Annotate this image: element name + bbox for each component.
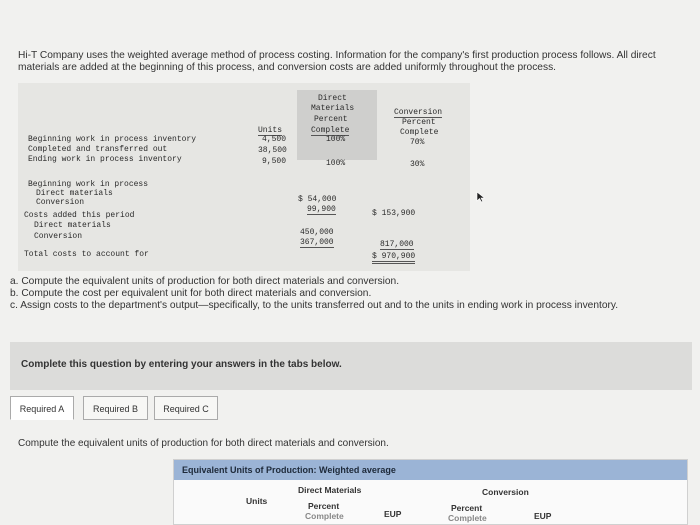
dm-header-line3: Percent — [314, 115, 348, 124]
cost-added-conv-label: Conversion — [34, 232, 83, 241]
cost-added-dm: 450,000 — [300, 228, 334, 237]
eup-dm-header: Direct Materials — [298, 485, 362, 495]
tab-required-a[interactable]: Required A — [10, 396, 74, 420]
eup-conv-complete: Complete — [448, 513, 487, 523]
row-bwip-conv: 70% — [410, 138, 425, 147]
cost-added-total: 817,000 — [380, 240, 414, 249]
cost-bwip-total: $ 153,900 — [372, 209, 416, 218]
cost-added-dm-label: Direct materials — [34, 221, 111, 230]
question-a: a. Compute the equivalent units of production for both direct materials and conversion. — [10, 276, 400, 287]
eup-table-title: Equivalent Units of Production: Weighted average — [174, 460, 687, 480]
row-ewip-conv: 30% — [410, 160, 425, 169]
row-ewip-units: 9,500 — [262, 157, 287, 166]
cost-bwip-conv: 99,900 — [307, 205, 336, 214]
cost-bwip-dm-label: Direct materials — [36, 189, 113, 198]
instruction-text: Complete this question by entering your answers in the tabs below. — [21, 359, 342, 370]
cost-total: $ 970,900 — [372, 252, 415, 264]
conv-header-line2: Percent — [402, 118, 436, 127]
conv-header-line1: Conversion — [394, 108, 443, 117]
eup-dm-complete: Complete — [305, 511, 344, 521]
cost-bwip-dm: $ 54,000 — [298, 195, 337, 204]
questions-list — [10, 276, 690, 312]
instruction-band — [10, 342, 692, 390]
cost-bwip-label: Beginning work in process — [28, 180, 149, 189]
eup-dm-eup: EUP — [384, 509, 402, 519]
eup-table — [173, 459, 688, 525]
tab-prompt: Compute the equivalent units of production for both direct materials and conversion. — [18, 438, 389, 449]
eup-units-header: Units — [246, 496, 268, 506]
row-bwip-units: 4,500 — [262, 135, 287, 144]
cost-total-label: Total costs to account for — [24, 250, 149, 259]
eup-conv-percent: Percent — [451, 503, 483, 513]
question-c: c. Assign costs to the department's output—specifically, to the units transferred out and to the units in ending work in process inventory. — [10, 300, 619, 311]
row-completed-units: 38,500 — [258, 146, 287, 155]
eup-conv-header: Conversion — [482, 487, 529, 497]
question-b: b. Compute the cost per equivalent unit for both direct materials and conversion. — [10, 288, 372, 299]
row-ewip-label: Ending work in process inventory — [28, 155, 182, 164]
row-completed-label: Completed and transferred out — [28, 145, 168, 154]
tab-required-b[interactable]: Required B — [83, 396, 148, 420]
cost-bwip-conv-label: Conversion — [36, 198, 85, 207]
row-ewip-dm: 100% — [326, 159, 346, 168]
problem-intro: Hi-T Company uses the weighted average method of process costing. Information for the company's first production process follows. All direct materials are added at the beginning of this process, and conversion costs are added uniformly throughout the process. — [18, 50, 656, 73]
dm-header-line4: Complete — [311, 126, 350, 135]
row-bwip-dm: 100% — [326, 135, 346, 144]
cursor-icon — [476, 191, 486, 203]
conv-header-line3: Complete — [400, 128, 439, 137]
tab-required-c[interactable]: Required C — [154, 396, 218, 420]
cost-added-label: Costs added this period — [24, 211, 135, 220]
cost-added-conv: 367,000 — [300, 238, 334, 247]
units-header: Units — [258, 126, 283, 135]
dm-header-line1: Direct — [318, 94, 347, 103]
row-bwip-label: Beginning work in process inventory — [28, 135, 197, 144]
eup-dm-percent: Percent — [308, 501, 340, 511]
dm-header-line2: Materials — [311, 104, 355, 113]
eup-conv-eup: EUP — [534, 511, 552, 521]
